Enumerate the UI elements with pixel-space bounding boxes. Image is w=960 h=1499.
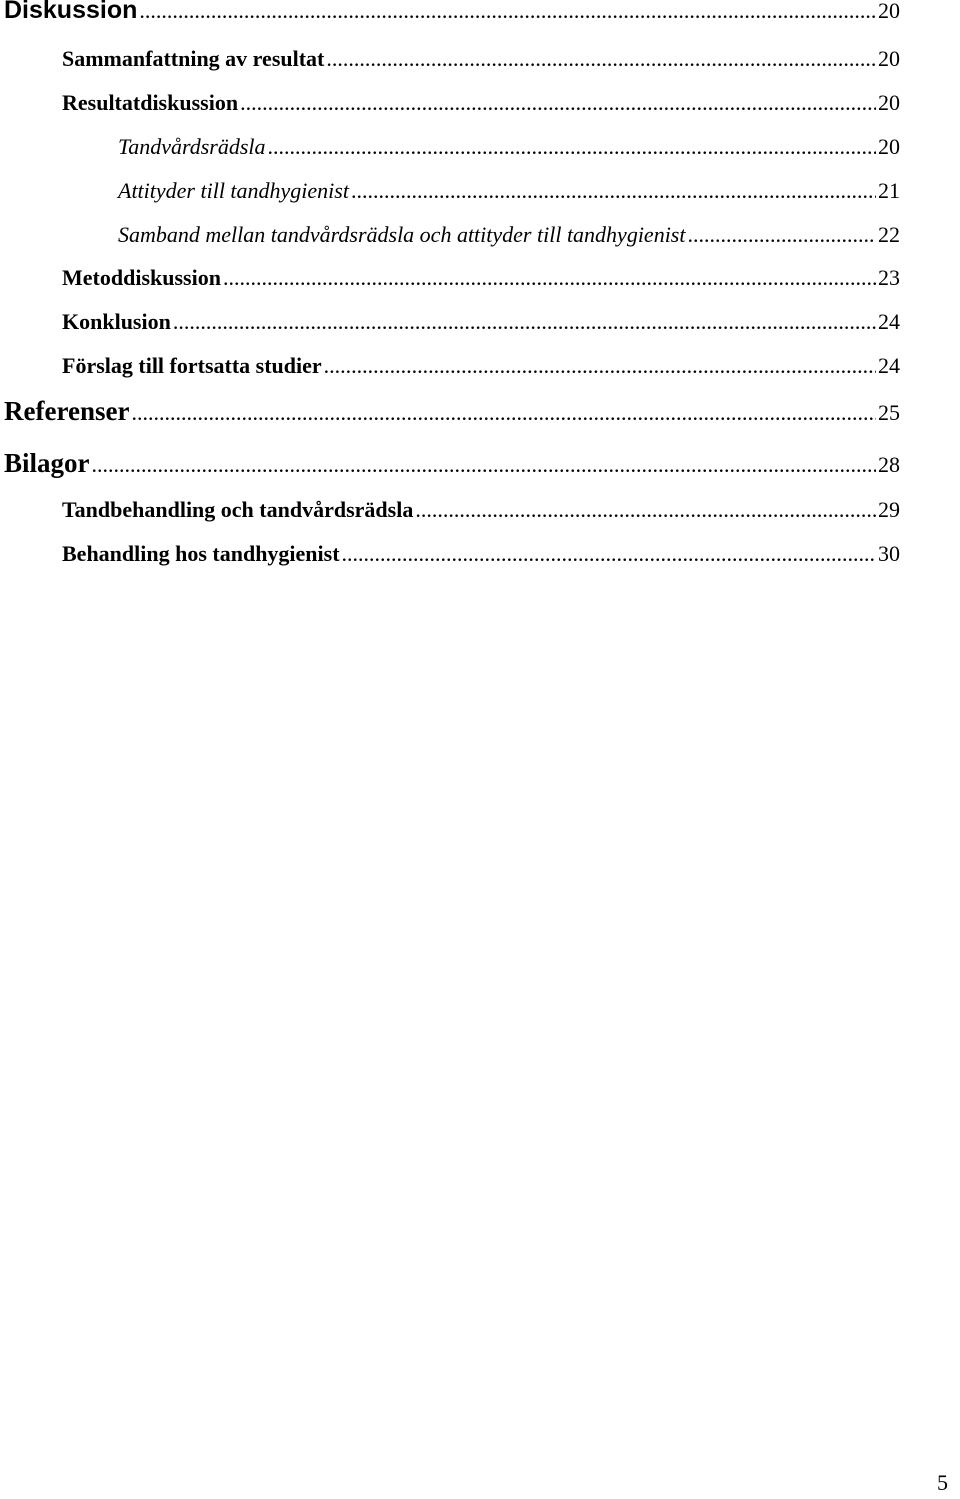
page-number: 5 — [937, 1470, 948, 1495]
toc-entry-page: 25 — [878, 400, 900, 425]
toc-entry-title: Sammanfattning av resultat — [62, 46, 325, 71]
toc-entry-title: Referenser — [4, 396, 130, 426]
toc-entry-page: 23 — [878, 265, 900, 290]
toc-entry-title: Diskussion — [4, 0, 138, 24]
toc-entry-page: 22 — [878, 222, 900, 247]
toc-entry-tandvardsradsla[interactable] — [118, 134, 900, 160]
toc-entry-title: Behandling hos tandhygienist — [62, 541, 340, 566]
toc-entry-title: Metoddiskussion — [62, 265, 221, 290]
toc-entry-sammanfattning[interactable] — [62, 46, 900, 72]
toc-entry-bilagor[interactable] — [4, 448, 900, 479]
toc-entry-title: Konklusion — [62, 309, 171, 334]
toc-entry-page: 24 — [878, 309, 900, 334]
toc-entry-title: Attityder till tandhygienist — [118, 178, 349, 203]
toc-dot-leader — [173, 309, 876, 335]
toc-entry-samband[interactable] — [118, 222, 900, 248]
toc-entry-title: Resultatdiskussion — [62, 90, 239, 115]
toc-dot-leader — [223, 265, 876, 291]
toc-dot-leader — [131, 400, 876, 426]
toc-dot-leader — [415, 497, 876, 523]
toc-dot-leader — [324, 353, 876, 379]
toc-dot-leader — [139, 0, 876, 24]
toc-entry-forslag[interactable] — [62, 353, 900, 379]
toc-dot-leader — [240, 90, 876, 116]
toc-dot-leader — [268, 134, 876, 160]
toc-entry-page: 20 — [878, 46, 900, 71]
toc-entry-page: 30 — [878, 541, 900, 566]
toc-entry-attityder[interactable] — [118, 178, 900, 204]
toc-entry-title: Tandvårdsrädsla — [118, 134, 266, 159]
toc-entry-title: Bilagor — [4, 448, 90, 478]
toc-dot-leader — [342, 541, 876, 567]
toc-dot-leader — [92, 452, 877, 478]
toc-dot-leader — [326, 46, 876, 72]
toc-entry-page: 20 — [878, 134, 900, 159]
toc-entry-page: 20 — [878, 90, 900, 115]
toc-entry-diskussion[interactable] — [4, 0, 900, 25]
toc-entry-referenser[interactable] — [4, 396, 900, 427]
toc-entry-resultatdiskussion[interactable] — [62, 90, 900, 116]
toc-entry-behandling[interactable] — [62, 541, 900, 567]
toc-entry-page: 20 — [878, 0, 900, 23]
toc-entry-title: Förslag till fortsatta studier — [62, 353, 322, 378]
toc-dot-leader — [687, 222, 876, 248]
toc-entry-metoddiskussion[interactable] — [62, 265, 900, 291]
toc-entry-title: Samband mellan tandvårdsrädsla och attityder till tandhygienist — [118, 222, 686, 247]
toc-entry-page: 24 — [878, 353, 900, 378]
toc-entry-page: 29 — [878, 497, 900, 522]
toc-dot-leader — [351, 178, 876, 204]
toc-entry-konklusion[interactable] — [62, 309, 900, 335]
toc-entry-tandbehandling[interactable] — [62, 497, 900, 523]
toc-entry-page: 21 — [878, 178, 900, 203]
toc-entry-page: 28 — [878, 452, 900, 477]
toc-entry-title: Tandbehandling och tandvårdsrädsla — [62, 497, 414, 522]
